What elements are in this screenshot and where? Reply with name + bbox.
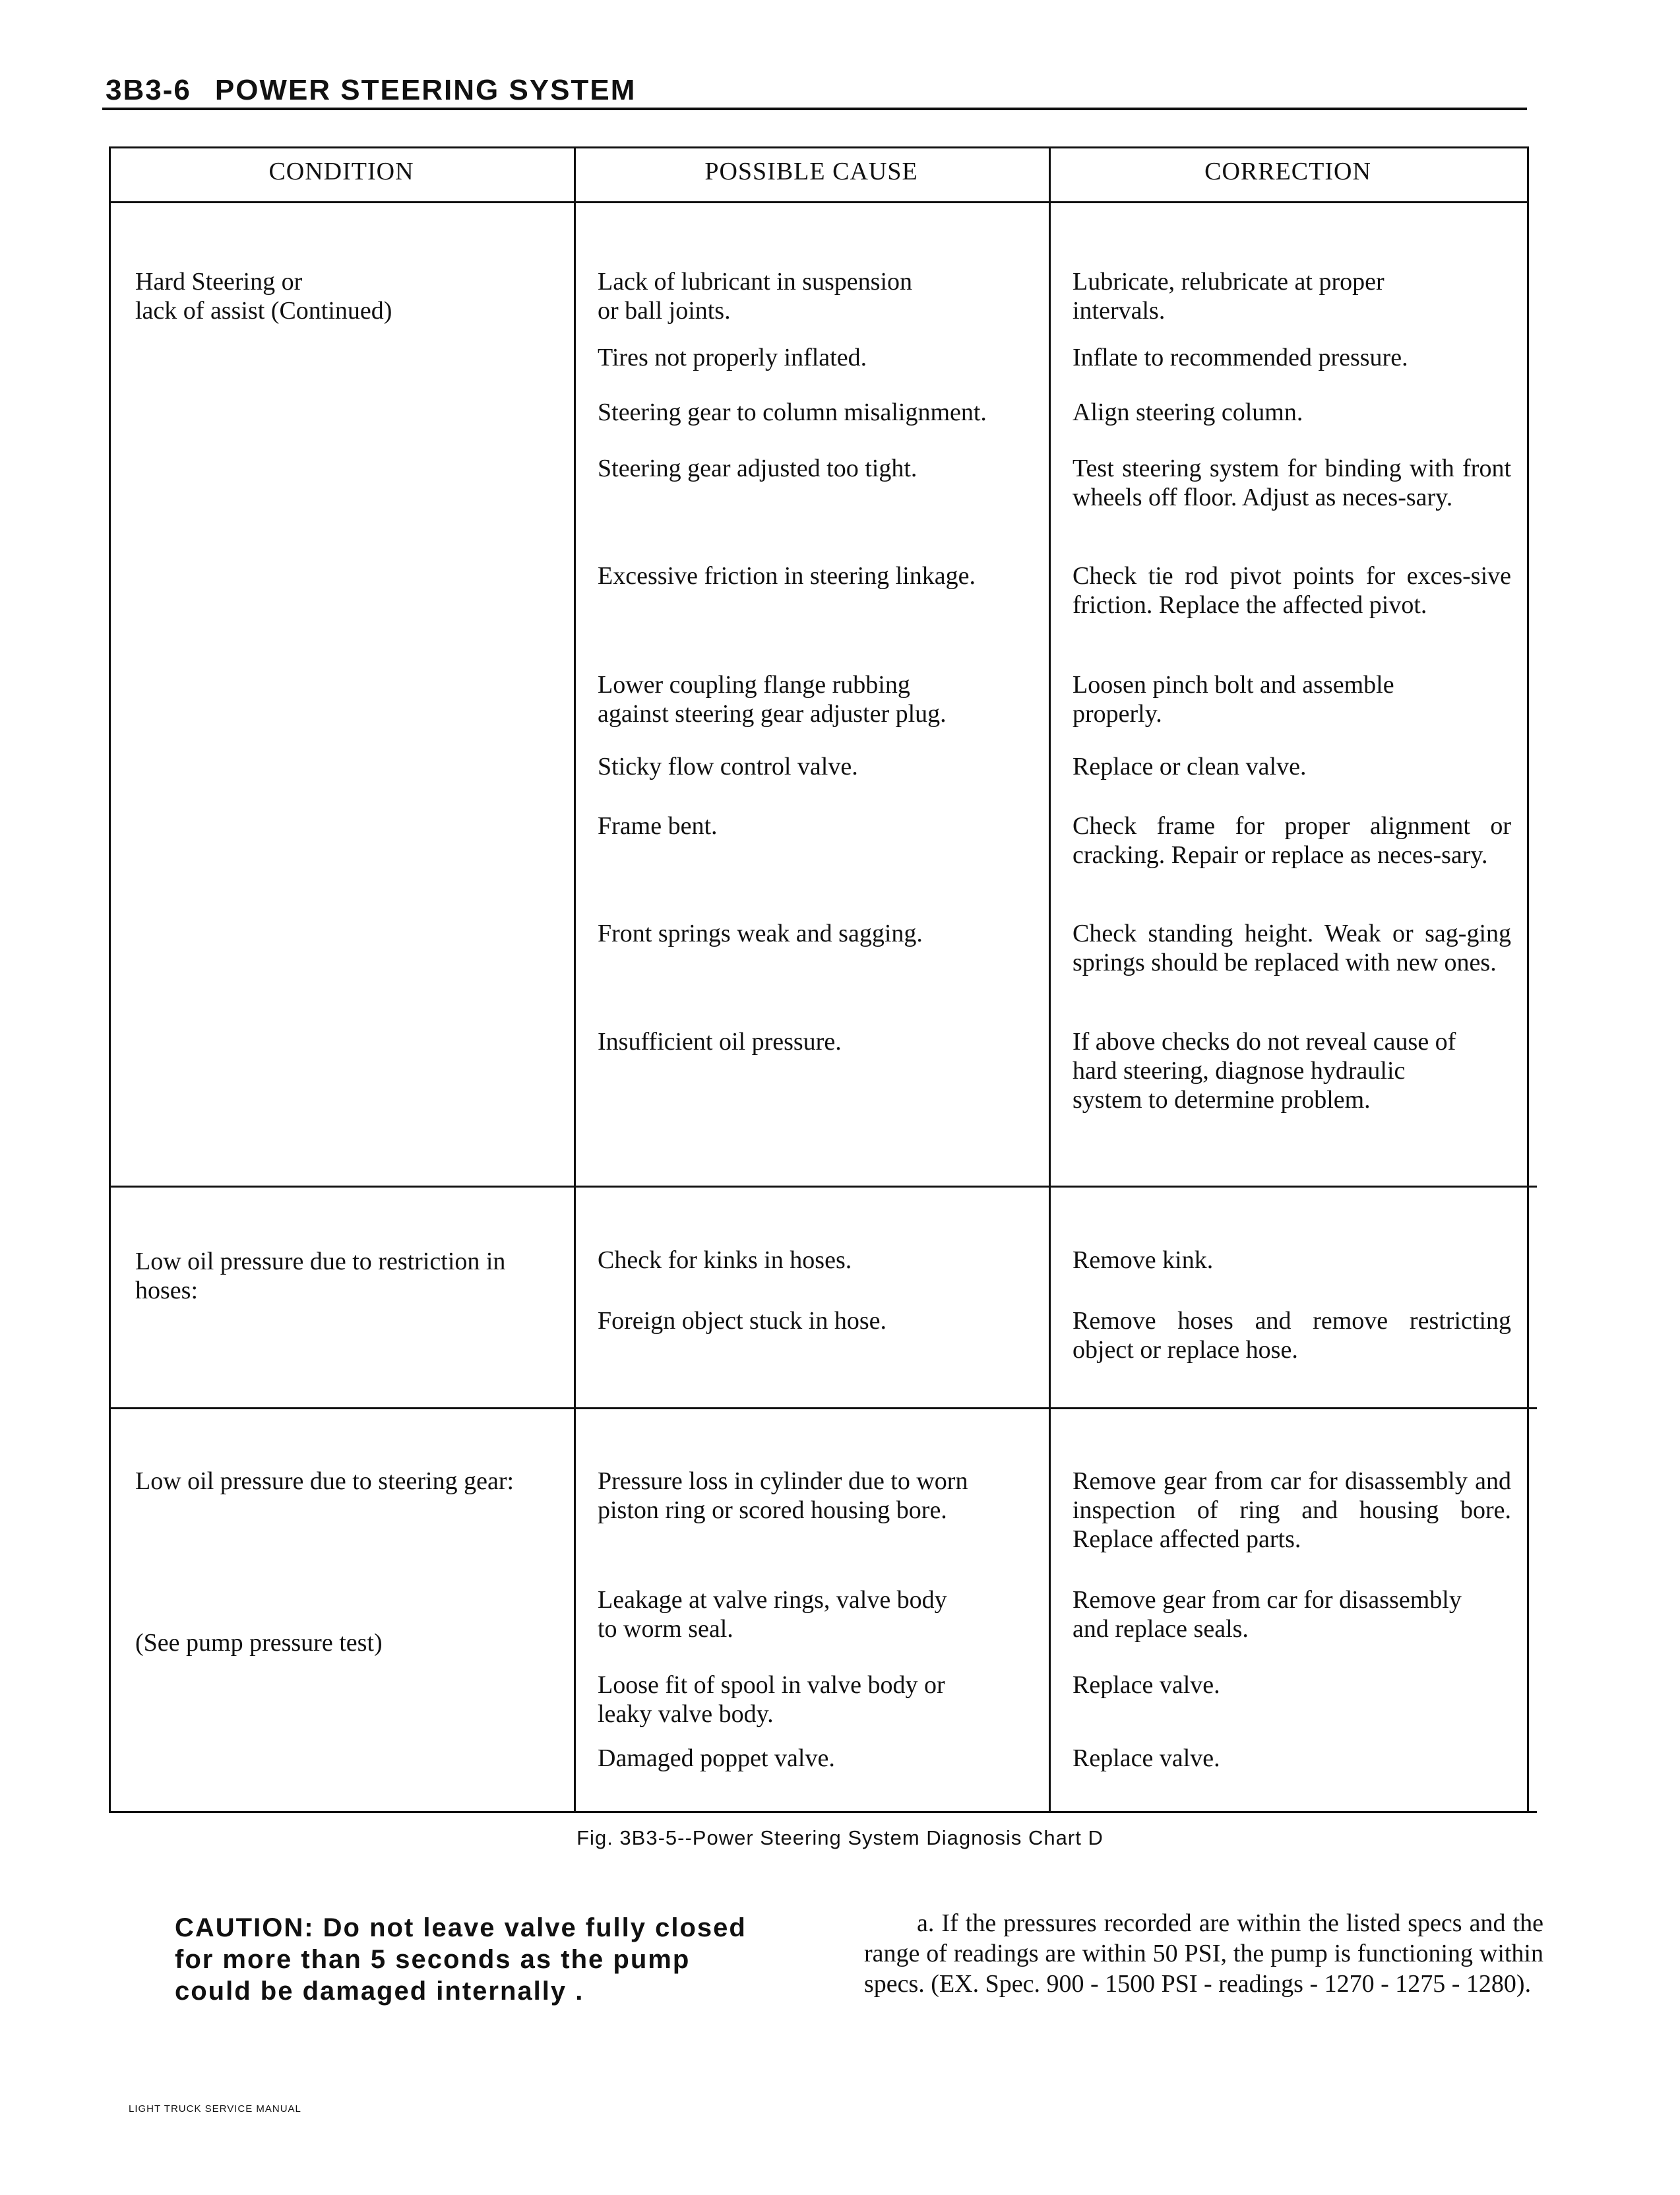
figure-caption: Fig. 3B3-5--Power Steering System Diagnosis Chart D: [576, 1826, 1104, 1849]
caution-note: CAUTION: Do not leave valve fully closed for more than 5 seconds as the pump could be damaged internally .: [175, 1913, 747, 2006]
possible-cause: Lack of lubricant in suspension or ball joints.: [598, 268, 913, 325]
possible-cause: Leakage at valve rings, valve body to worm seal.: [598, 1586, 947, 1643]
header-rule: [102, 108, 1527, 110]
column-header-condition: CONDITION: [268, 158, 414, 185]
correction: Check standing height. Weak or sag-ging springs should be replaced with new ones.: [1073, 920, 1511, 976]
correction: If above checks do not reveal cause of hard steering, diagnose hydraulic system to determine problem.: [1073, 1028, 1456, 1114]
possible-cause: Insufficient oil pressure.: [598, 1028, 842, 1056]
correction: Remove kink.: [1073, 1246, 1214, 1274]
correction: Loosen pinch bolt and assemble properly.: [1073, 671, 1394, 728]
possible-cause: Loose fit of spool in valve body or leaky valve body.: [598, 1671, 945, 1728]
correction: Replace valve.: [1073, 1744, 1220, 1772]
correction: Test steering system for binding with front wheels off floor. Adjust as neces-sary.: [1073, 455, 1511, 511]
correction: Check frame for proper alignment or cracking. Repair or replace as neces-sary.: [1073, 812, 1511, 869]
page-title: POWER STEERING SYSTEM: [214, 74, 637, 106]
correction: Remove gear from car for disassembly and inspection of ring and housing bore. Replace affected parts.: [1073, 1467, 1511, 1553]
column-header-possible-cause: POSSIBLE CAUSE: [704, 158, 918, 185]
column-border: [1527, 146, 1529, 1811]
possible-cause: Steering gear to column misalignment.: [598, 398, 987, 426]
correction: Check tie rod pivot points for exces-sive friction. Replace the affected pivot.: [1073, 562, 1511, 619]
correction: Remove gear from car for disassembly and replace seals.: [1073, 1586, 1462, 1643]
column-header-correction: CORRECTION: [1204, 158, 1371, 185]
possible-cause: Pressure loss in cylinder due to worn piston ring or scored housing bore.: [598, 1467, 968, 1524]
possible-cause: Frame bent.: [598, 812, 718, 840]
footer-text: LIGHT TRUCK SERVICE MANUAL: [129, 2103, 301, 2115]
possible-cause: Front springs weak and sagging.: [598, 920, 923, 947]
possible-cause: Damaged poppet valve.: [598, 1744, 835, 1772]
possible-cause: Foreign object stuck in hose.: [598, 1307, 887, 1335]
possible-cause: Steering gear adjusted too tight.: [598, 455, 918, 482]
possible-cause: Lower coupling flange rubbing against steering gear adjuster plug.: [598, 671, 947, 728]
condition-text: Hard Steering or lack of assist (Continued): [135, 268, 392, 325]
pressure-paragraph: a. If the pressures recorded are within the listed specs and the range of readings are within 50 PSI, the pump is functioning within specs. (EX. Spec. 900 - 1500 PSI - readings - 1270 - 1275 - 1280).: [864, 1909, 1543, 1998]
correction: Replace or clean valve.: [1073, 753, 1307, 780]
possible-cause: Tires not properly inflated.: [598, 344, 867, 371]
page-header: [106, 74, 636, 107]
section-border: [109, 1186, 1537, 1188]
possible-cause: Excessive friction in steering linkage.: [598, 562, 976, 590]
condition-text: Low oil pressure due to steering gear:: [135, 1467, 514, 1495]
correction: Remove hoses and remove restricting object or replace hose.: [1073, 1307, 1511, 1364]
section-border: [109, 1407, 1537, 1409]
correction: Replace valve.: [1073, 1671, 1220, 1699]
column-border: [574, 146, 576, 1811]
correction: Align steering column.: [1073, 398, 1303, 426]
page-number: 3B3-6: [106, 74, 191, 106]
condition-text: (See pump pressure test): [135, 1629, 383, 1657]
possible-cause: Sticky flow control valve.: [598, 753, 858, 780]
correction: Inflate to recommended pressure.: [1073, 344, 1408, 371]
condition-text: Low oil pressure due to restriction in hoses:: [135, 1248, 506, 1304]
header-bottom-border: [109, 201, 1527, 203]
section-border: [109, 1811, 1537, 1813]
column-border: [1049, 146, 1051, 1811]
correction: Lubricate, relubricate at proper intervals.: [1073, 268, 1384, 325]
column-border: [109, 146, 111, 1811]
table-top-border: [109, 146, 1527, 148]
possible-cause: Check for kinks in hoses.: [598, 1246, 852, 1274]
